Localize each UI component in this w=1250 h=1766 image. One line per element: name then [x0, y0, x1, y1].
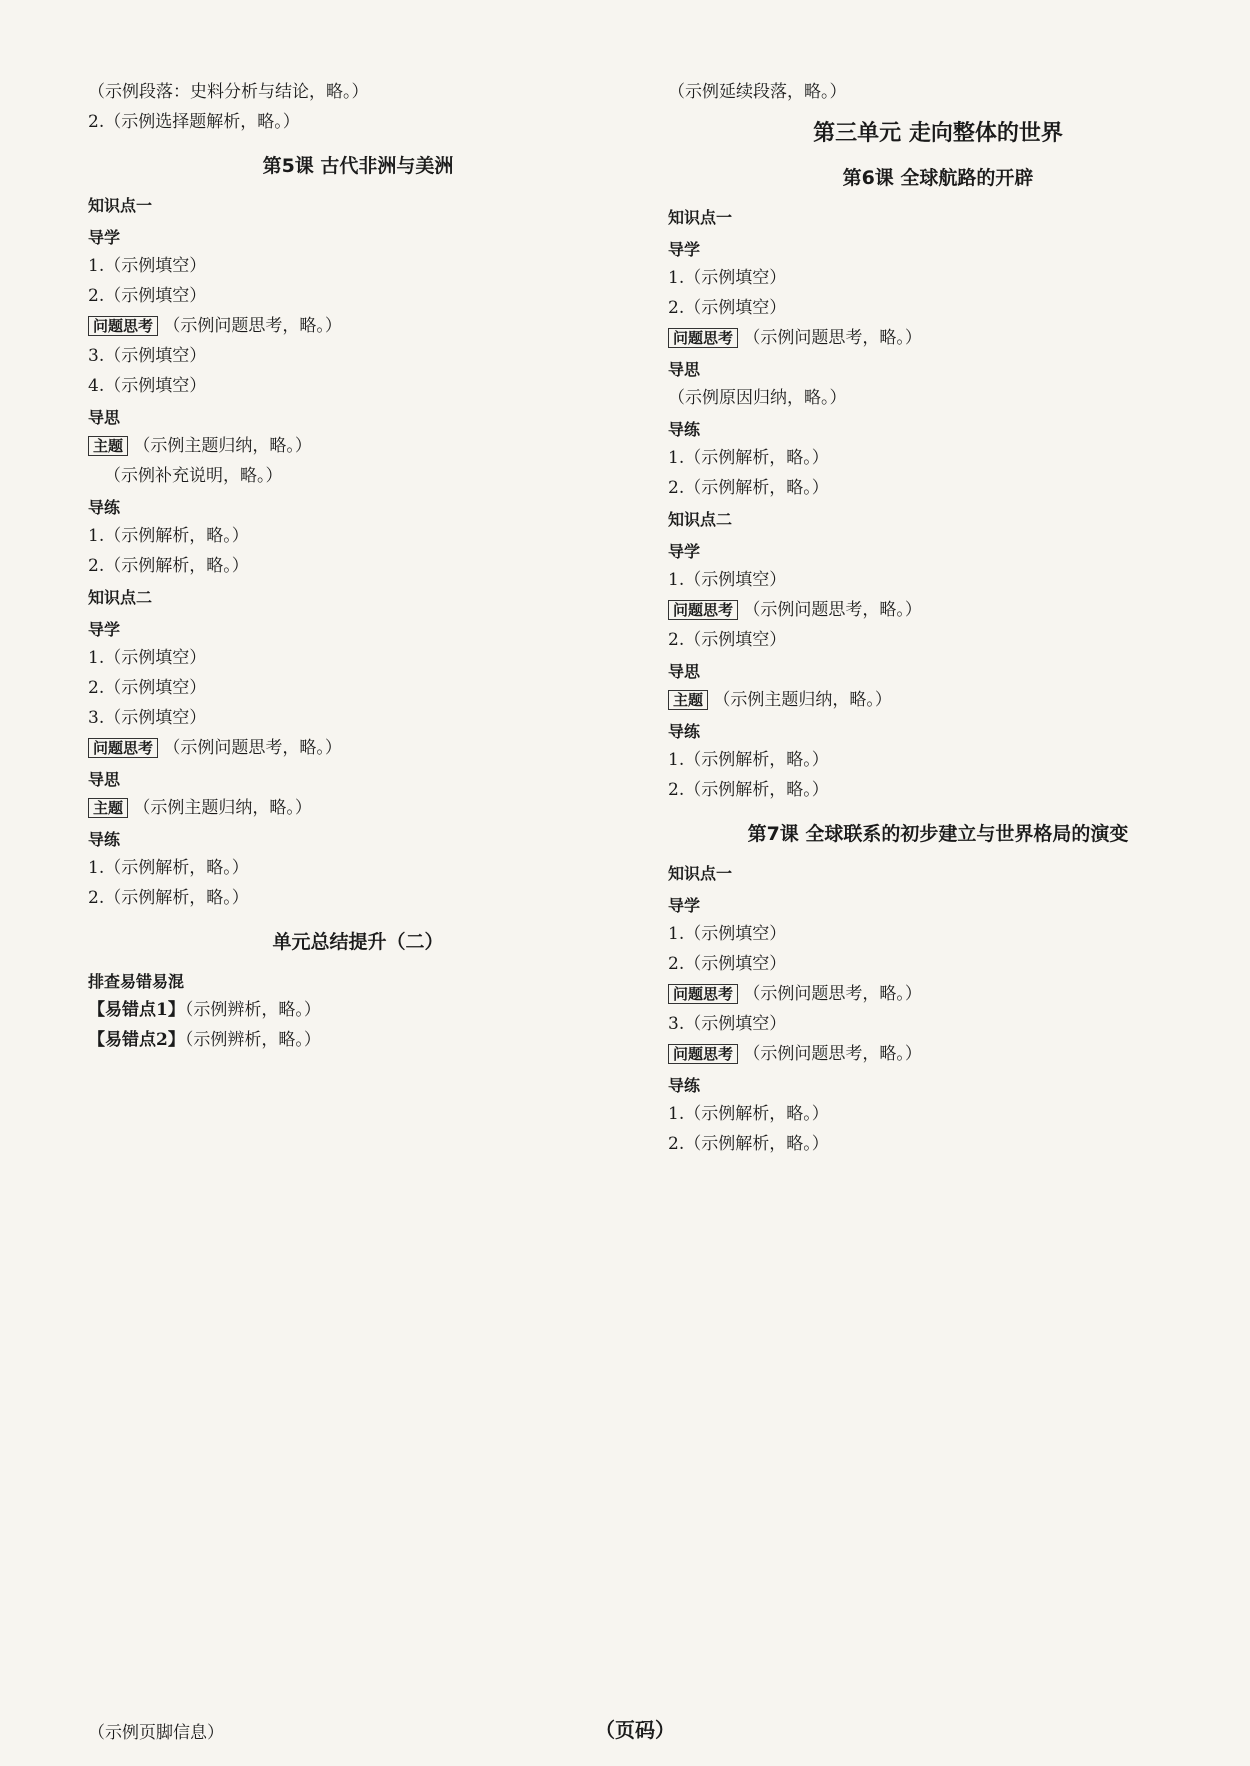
line: 1.（示例填空） — [668, 570, 787, 590]
section-heading: 导练 — [88, 830, 121, 849]
section-heading: 知识点二 — [88, 588, 153, 607]
line: 2.（示例填空） — [88, 286, 207, 306]
para: （示例延续段落，略。） — [668, 82, 847, 102]
answer — [88, 1026, 628, 1054]
text: （示例主题归纳，略。） — [713, 690, 892, 710]
line — [88, 432, 628, 460]
section-heading: 导思 — [88, 408, 121, 427]
line — [88, 312, 628, 340]
answer: 1.（示例解析，略。） — [88, 858, 249, 878]
section-heading: 知识点一 — [668, 864, 733, 883]
tag: 问题思考 — [88, 738, 158, 758]
para: （示例段落：史料分析与结论，略。） — [88, 82, 369, 102]
tag: 主题 — [88, 436, 128, 456]
answer: 2.（示例解析，略。） — [668, 478, 829, 498]
answer: 2.（示例解析，略。） — [88, 556, 249, 576]
answer: 2.（示例解析，略。） — [668, 780, 829, 800]
line: 3.（示例填空） — [88, 346, 207, 366]
section-heading: 导练 — [88, 498, 121, 517]
section-heading: 导学 — [668, 240, 701, 259]
lesson-title: 第6课 全球航路的开辟 — [842, 167, 1034, 189]
text: （示例问题思考，略。） — [743, 1044, 922, 1064]
footer-book-title: （示例页脚信息） — [88, 1723, 224, 1743]
left-column — [88, 78, 628, 1056]
text: （示例问题思考，略。） — [743, 984, 922, 1004]
section-heading: 导学 — [88, 228, 121, 247]
section-heading: 导思 — [88, 770, 121, 789]
section-heading: 导练 — [668, 1076, 701, 1095]
text: （示例问题思考，略。） — [743, 600, 922, 620]
line — [668, 686, 1208, 714]
line — [88, 734, 628, 762]
text: （示例主题归纳，略。） — [133, 798, 312, 818]
line — [668, 596, 1208, 624]
line: 4.（示例填空） — [88, 376, 207, 396]
tag: 主题 — [88, 798, 128, 818]
line: （示例原因归纳，略。） — [668, 388, 847, 408]
section-heading: 知识点二 — [668, 510, 733, 529]
lesson-title: 第5课 古代非洲与美洲 — [262, 155, 454, 177]
section-heading: 导思 — [668, 662, 701, 681]
tag: 问题思考 — [668, 600, 738, 620]
line: 1.（示例填空） — [668, 924, 787, 944]
line: （示例补充说明，略。） — [104, 466, 283, 486]
answer: 2.（示例解析，略。） — [88, 888, 249, 908]
line: 2.（示例填空） — [668, 954, 787, 974]
page — [88, 78, 1238, 1718]
answer: 2.（示例选择题解析，略。） — [88, 112, 300, 132]
section-heading: 知识点一 — [668, 208, 733, 227]
line: 2.（示例填空） — [668, 298, 787, 318]
tag: 主题 — [668, 690, 708, 710]
page-number: （页码） — [595, 1718, 675, 1742]
text: （示例辨析，略。） — [184, 1000, 321, 1020]
text: （示例主题归纳，略。） — [133, 436, 312, 456]
section-heading: 导练 — [668, 722, 701, 741]
line: 3.（示例填空） — [88, 708, 207, 728]
section-heading: 导练 — [668, 420, 701, 439]
line — [668, 324, 1208, 352]
tag: 问题思考 — [668, 328, 738, 348]
section-heading: 导学 — [668, 896, 701, 915]
unit-title: 第三单元 走向整体的世界 — [813, 121, 1063, 146]
line: 1.（示例填空） — [88, 648, 207, 668]
text: （示例问题思考，略。） — [163, 316, 342, 336]
line: 3.（示例填空） — [668, 1014, 787, 1034]
tag: 【易错点2】 — [88, 1030, 185, 1050]
line — [88, 794, 628, 822]
line: 2.（示例填空） — [668, 630, 787, 650]
answer: 1.（示例解析，略。） — [668, 448, 829, 468]
answer — [88, 996, 628, 1024]
section-heading: 导思 — [668, 360, 701, 379]
line — [668, 980, 1208, 1008]
line: 1.（示例填空） — [88, 256, 207, 276]
line: 2.（示例填空） — [88, 678, 207, 698]
section-heading: 排查易错易混 — [88, 972, 185, 991]
section-heading: 知识点一 — [88, 196, 153, 215]
unit-summary-title: 单元总结提升（二） — [272, 931, 444, 953]
lesson-title: 第7课 全球联系的初步建立与世界格局的演变 — [747, 823, 1129, 845]
answer: 1.（示例解析，略。） — [668, 750, 829, 770]
answer: 1.（示例解析，略。） — [88, 526, 249, 546]
line — [668, 1040, 1208, 1068]
tag: 【易错点1】 — [88, 1000, 185, 1020]
answer: 2.（示例解析，略。） — [668, 1134, 829, 1154]
right-column — [668, 78, 1208, 1160]
tag: 问题思考 — [88, 316, 158, 336]
text: （示例问题思考，略。） — [163, 738, 342, 758]
text: （示例问题思考，略。） — [743, 328, 922, 348]
tag: 问题思考 — [668, 1044, 738, 1064]
tag: 问题思考 — [668, 984, 738, 1004]
section-heading: 导学 — [88, 620, 121, 639]
section-heading: 导学 — [668, 542, 701, 561]
text: （示例辨析，略。） — [184, 1030, 321, 1050]
line: 1.（示例填空） — [668, 268, 787, 288]
answer: 1.（示例解析，略。） — [668, 1104, 829, 1124]
